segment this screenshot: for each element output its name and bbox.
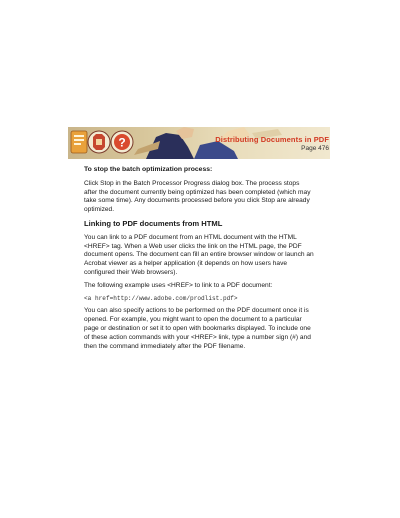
- section-heading-linking: Linking to PDF documents from HTML: [84, 218, 223, 228]
- page-number: Page 476: [301, 145, 329, 152]
- paragraph-link-1: You can link to a PDF document from an HTML document with the HTML <HREF> tag. When a Web user clicks the link on the HTML page, the PDF document opens. The document can fill an entire browser window or launch an Acrobat viewer as a helper application (it depends on how users have configured their Web browsers).: [84, 233, 314, 276]
- paragraph-link-3: You can also specify actions to be performed on the PDF document once it is opened. For example, you might want to open the document to a particular page or destination or set it to open with bookmarks displayed. To include one of these action commands with your <HREF> link, type a number sign (#) and then the command immediately after the PDF filename.: [84, 307, 311, 350]
- chapter-title: Distributing Documents in PDF: [215, 135, 329, 144]
- paragraph-link-2: The following example uses <HREF> to link to a PDF document:: [84, 281, 273, 289]
- question-mark-icon: [111, 131, 133, 153]
- code-example: <a href=http://www.adobe.com/prodlist.pdf>: [84, 294, 238, 302]
- page-content: [84, 166, 314, 355]
- svg-text:?: ?: [118, 135, 126, 150]
- document-icon: [71, 131, 87, 153]
- paragraph-stop: Click Stop in the Batch Processor Progress dialog box. The process stops after the document currently being optimized has been completed (which may take some time). Any documents processed before you click Stop are already optimized.: [84, 179, 311, 214]
- section-heading-stop: To stop the batch optimization process:: [84, 166, 213, 173]
- stop-sign-icon: [88, 131, 110, 153]
